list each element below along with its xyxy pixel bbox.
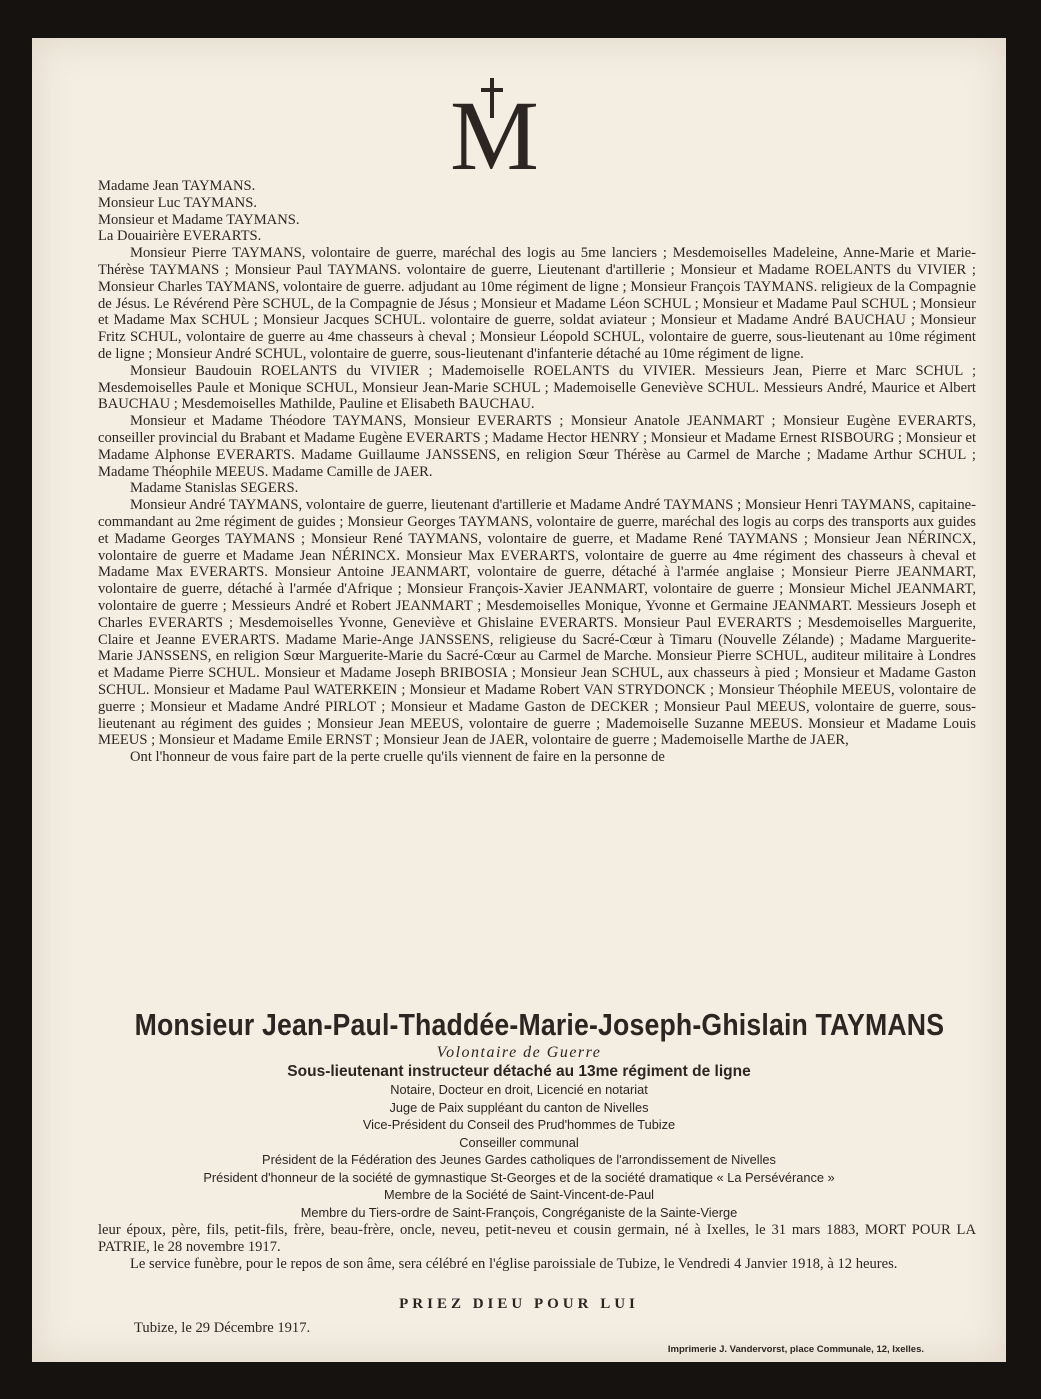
deceased-title: Vice-Président du Conseil des Prud'hommes de Tubize [362,1117,676,1132]
relation-text: leur époux, père, fils, petit-fils, frère, beau-frère, oncle, neveu, petit-neveu et cousin germain, né à Ixelles, le 31 mars 1883, MORT POUR LA PATRIE, le 28 novembre 1917. [98,1222,976,1255]
announcement-intro: Ont l'honneur de vous faire part de la perte cruelle qu'ils viennent de faire en la personne de [130,749,665,766]
deceased-rank: Sous-lieutenant instructeur détaché au 13me régiment de ligne [287,1063,751,1080]
family-paragraph: Monsieur André TAYMANS, volontaire de guerre, lieutenant d'artillerie et Madame André TAYMANS ; Monsieur Henri TAYMANS, capitaine-commandant au 2me régiment de guides ; Monsieur Georges TAYMANS, volontaire de guerre, maréchal des logis au corps des transports aux guides et Madame Georges TAYMANS ; Monsieur René TAYMANS, volontaire de guerre, et Madame René TAYMANS ; Monsieur Jean NÉRINCX, volontaire de guerre et Madame Jean NÉRINCX. Monsieur Max EVERARTS, volontaire de guerre au 4me régiment des chasseurs à cheval et Madame Max EVERARTS. Monsieur Antoine JEANMART, volontaire de guerre, détaché à l'armée anglaise ; Monsieur Pierre JEANMART, volontaire de guerre, détaché à l'armée d'Afrique ; Monsieur François-Xavier JEANMART, volontaire de guerre ; Monsieur Michel JEANMART, volontaire de guerre ; Messieurs André et Robert JEANMART ; Mesdemoiselles Monique, Yvonne et Germaine JEANMART. Messieurs Joseph et Charles EVERARTS ; Mesdemoiselles Yvonne, Geneviève et Ghislaine EVERARTS. Monsieur Paul EVERARTS ; Mesdemoiselles Marguerite, Claire et Jeanne EVERARTS. Madame Marie-Ange JANSSENS, religieuse du Sacré-Cœur à Timaru (Nouvelle Zélande) ; Madame Marguerite-Marie JANSSENS, en religion Sœur Marguerite-Marie du Sacré-Cœur au Carmel de Marche. Monsieur Pierre SCHUL, auditeur militaire à Londres et Madame Pierre SCHUL. Monsieur et Madame Joseph BRIBOSIA ; Monsieur Jean SCHUL, aux chasseurs à pied ; Monsieur et Madame Gaston SCHUL. Monsieur et Madame Paul WATERKEIN ; Monsieur et Madame Robert VAN STRYDONCK ; Monsieur Théophile MEEUS, volontaire de guerre ; Monsieur et Madame André PIRLOT ; Monsieur et Madame Gaston de DECKER ; Monsieur Paul MEEUS, volontaire de guerre, sous-lieutenant au régiment des guides ; Monsieur Jean MEEUS, volontaire de guerre ; Mademoiselle Suzanne MEEUS. Monsieur et Madame Louis MEEUS ; Monsieur et Madame Emile ERNST ; Monsieur Jean de JAER, volontaire de guerre ; Mademoiselle Marthe de JAER, [98,497,976,749]
family-paragraph: Madame Stanislas SEGERS. [130,480,299,497]
service-text: Le service funèbre, pour le repos de son âme, sera célébré en l'église paroissiale de Tubize, le Vendredi 4 Janvier 1918, à 12 heures. [130,1256,898,1272]
prayer-line: PRIEZ DIEU POUR LUI [399,1296,639,1312]
deceased-title: Président de la Fédération des Jeunes Gardes catholiques de l'arrondissement de Nivelles [262,1152,776,1167]
family-paragraph: Monsieur Pierre TAYMANS, volontaire de guerre, maréchal des logis au 5me lanciers ; Mesdemoiselles Madeleine, Anne-Marie et Marie-Thérèse TAYMANS ; Monsieur Paul TAYMANS. volontaire de guerre, Lieutenant d'artillerie ; Monsieur et Madame ROELANTS du VIVIER ; Monsieur Charles TAYMANS, volontaire de guerre. adjudant au 10me régiment de ligne ; Monsieur François TAYMANS. religieux de la Compagnie de Jésus. Le Révérend Père SCHUL, de la Compagnie de Jésus ; Monsieur et Madame Léon SCHUL ; Monsieur et Madame Paul SCHUL ; Monsieur et Madame Max SCHUL ; Monsieur Jacques SCHUL. volontaire de guerre, soldat aviateur ; Monsieur et Madame André BAUCHAU ; Monsieur Fritz SCHUL, volontaire de guerre au 4me chasseurs à cheval ; Monsieur Léopold SCHUL, volontaire de guerre, sous-lieutenant au 10me régiment de ligne ; Monsieur André SCHUL, volontaire de guerre, sous-lieutenant d'infanterie détaché au 10me régiment de ligne. [98,245,976,362]
deceased-title: Juge de Paix suppléant du canton de Nivelles [389,1099,649,1115]
deceased-status: Volontaire de Guerre [436,1044,602,1061]
announcement-sheet [32,38,1006,1362]
deceased-block [72,1006,966,1221]
family-line: Madame Jean TAYMANS. [98,178,256,194]
deceased-name: Monsieur Jean-Paul-Thaddée-Marie-Joseph-Ghislain TAYMANS [134,1007,945,1042]
deceased-title: Conseiller communal [459,1134,579,1150]
family-paragraph: Monsieur Baudouin ROELANTS du VIVIER ; Mademoiselle ROELANTS du VIVIER. Messieurs Jean, Pierre et Marc SCHUL ; Mesdemoiselles Paule et Monique SCHUL, Monsieur Jean-Marie SCHUL ; Mademoiselle Geneviève SCHUL. Messieurs André, Maurice et Albert BAUCHAU ; Mesdemoiselles Mathilde, Pauline et Elisabeth BAUCHAU. [98,362,976,413]
printer-credit: Imprimerie J. Vandervorst, place Communale, 12, Ixelles. [667,1344,924,1355]
family-list [98,178,976,766]
deceased-title: Président d'honneur de la société de gymnastique St-Georges et de la société dramatique « La Persévérance » [203,1169,835,1185]
place-date: Tubize, le 29 Décembre 1917. [134,1320,311,1336]
family-line: Monsieur Luc TAYMANS. [98,194,257,211]
cross-monogram-icon [450,78,539,191]
deceased-title: Membre du Tiers-ordre de Saint-François, Congréganiste de la Sainte-Vierge [300,1204,738,1220]
family-line: Monsieur et Madame TAYMANS. [98,211,300,228]
family-paragraph: Monsieur et Madame Théodore TAYMANS, Monsieur EVERARTS ; Monsieur Anatole JEANMART ; Monsieur Eugène EVERARTS, conseiller provincial du Brabant et Madame Eugène EVERARTS ; Madame Hector HENRY ; Monsieur et Madame Ernest RISBOURG ; Monsieur et Madame Alphonse EVERARTS. Madame Guillaume JANSSENS, en religion Sœur Thérèse au Carmel de Marche ; Madame Arthur SCHUL ; Madame Théophile MEEUS. Madame Camille de JAER. [98,413,976,480]
monogram-letter: M [450,80,539,191]
family-line: La Douairière EVERARTS. [98,228,262,245]
deceased-title: Membre de la Société de Saint-Vincent-de-Paul [383,1187,655,1202]
closing-text [98,1222,976,1273]
deceased-title: Notaire, Docteur en droit, Licencié en notariat [390,1082,648,1097]
